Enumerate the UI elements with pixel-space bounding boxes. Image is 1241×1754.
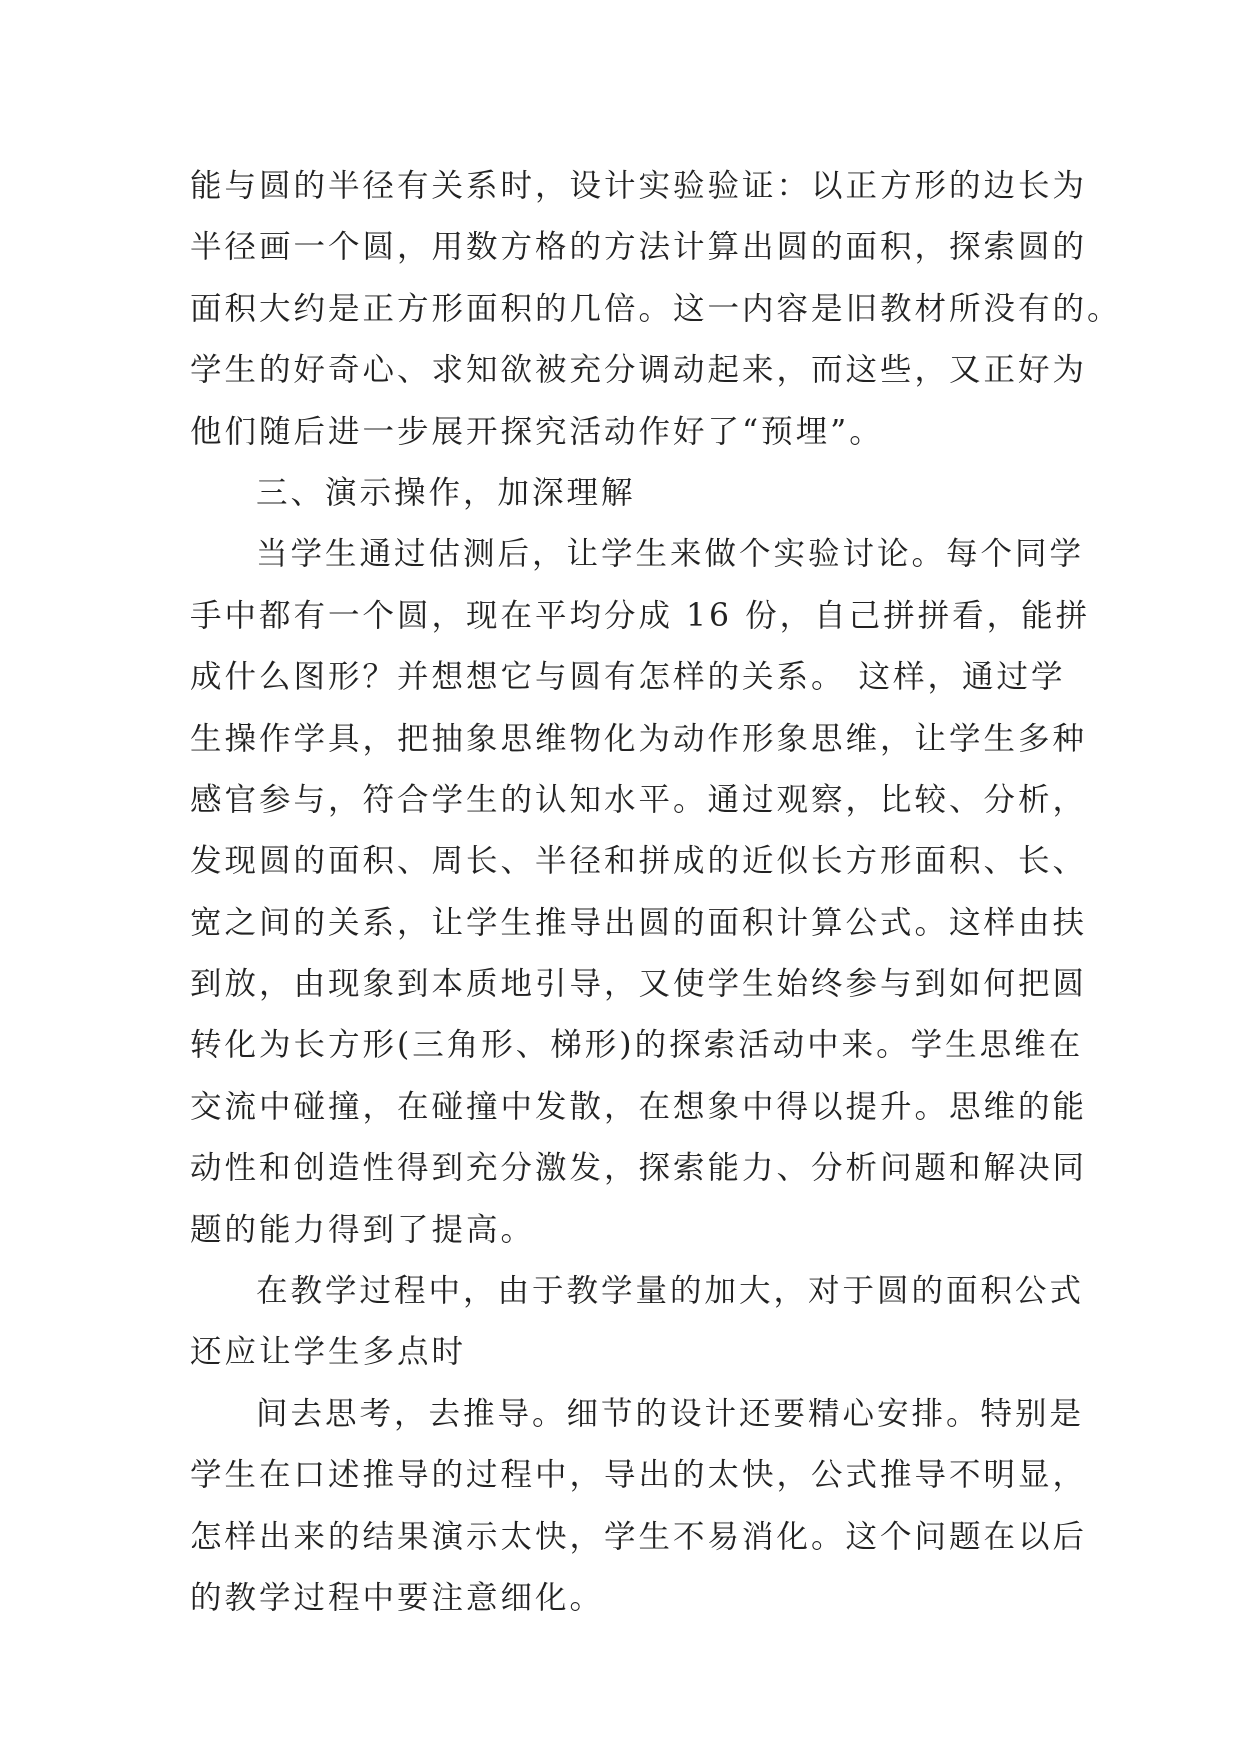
text-line: 半径画一个圆，用数方格的方法计算出圆的面积，探索圆的: [190, 229, 1088, 266]
text-line: 宽之间的关系，让学生推导出圆的面积计算公式。这样由扶: [190, 904, 1088, 941]
section-heading: 三、演示操作，加深理解: [256, 474, 636, 511]
text-line: 发现圆的面积、周长、半径和拼成的近似长方形面积、长、: [190, 843, 1088, 880]
text-line: 感官参与，符合学生的认知水平。通过观察，比较、分析，: [190, 781, 1088, 818]
text-line: 转化为长方形(三角形、梯形)的探索活动中来。学生思维在: [190, 1027, 1084, 1064]
text-line: 到放，由现象到本质地引导，又使学生始终参与到如何把圆: [190, 966, 1088, 1003]
text-line: 学生的好奇心、求知欲被充分调动起来，而这些，又正好为: [190, 352, 1088, 389]
text-line: 学生在口述推导的过程中，导出的太快，公式推导不明显，: [190, 1457, 1088, 1494]
text-line: 能与圆的半径有关系时，设计实验验证：以正方形的边长为: [190, 168, 1088, 204]
text-line: 的教学过程中要注意细化。: [190, 1579, 605, 1616]
body-text: [190, 156, 1122, 1629]
text-line: 生操作学具，把抽象思维物化为动作形象思维，让学生多种: [190, 720, 1088, 757]
text-line: 在教学过程中，由于教学量的加大，对于圆的面积公式: [256, 1273, 1085, 1310]
text-line: 间去思考，去推导。细节的设计还要精心安排。特别是: [256, 1395, 1085, 1432]
text-line: 当学生通过估测后，让学生来做个实验讨论。每个同学: [256, 536, 1085, 573]
text-line: 题的能力得到了提高。: [190, 1211, 536, 1248]
text-line: 动性和创造性得到充分激发，探索能力、分析问题和解决同: [190, 1150, 1088, 1187]
text-line: 成什么图形？并想想它与圆有怎样的关系。 这样，通过学: [190, 659, 1066, 696]
text-line: 面积大约是正方形面积的几倍。这一内容是旧教材所没有的。: [190, 290, 1122, 327]
text-line: 还应让学生多点时: [190, 1334, 467, 1371]
text-line: 手中都有一个圆，现在平均分成 16 份，自己拼拼看，能拼: [190, 597, 1091, 634]
text-line: 交流中碰撞，在碰撞中发散，在想象中得以提升。思维的能: [190, 1088, 1088, 1125]
text-line: 他们随后进一步展开探究活动作好了“预埋”。: [190, 413, 884, 450]
text-line: 怎样出来的结果演示太快，学生不易消化。这个问题在以后: [190, 1518, 1088, 1555]
